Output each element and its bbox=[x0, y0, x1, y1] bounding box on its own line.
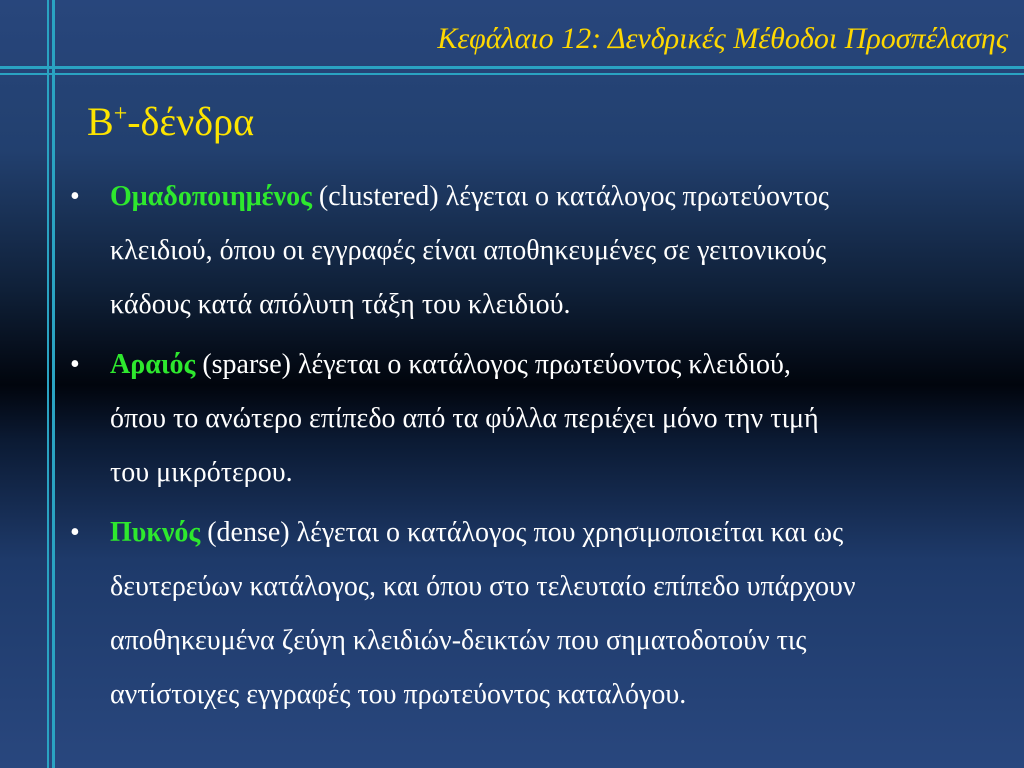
term-sparse: Αραιός bbox=[110, 349, 196, 380]
slide-title-rest: -δένδρα bbox=[127, 99, 255, 144]
bullet-line: κλειδιού, όπου οι εγγραφές είναι αποθηκευμένες σε γειτονικούς bbox=[110, 235, 827, 266]
left-vertical-rule bbox=[47, 0, 49, 768]
bullet-marker: • bbox=[70, 517, 80, 548]
bullet-marker: • bbox=[70, 349, 80, 380]
bullet-line bbox=[110, 338, 1024, 392]
bullet-line: όπου το ανώτερο επίπεδο από τα φύλλα περιέχει μόνο την τιμή bbox=[110, 403, 819, 434]
header-horizontal-rule bbox=[0, 66, 1024, 69]
bullet-marker: • bbox=[70, 181, 80, 212]
bullet-item-dense bbox=[70, 506, 1024, 722]
bullet-line: αντίστοιχες εγγραφές του πρωτεύοντος καταλόγου. bbox=[110, 679, 687, 710]
slide-title-superscript: + bbox=[113, 101, 128, 127]
bullet-line: δευτερεύων κατάλογος, και όπου στο τελευταίο επίπεδο υπάρχουν bbox=[110, 571, 856, 602]
term-clustered: Ομαδοποιημένος bbox=[110, 181, 312, 212]
bullet-text: (clustered) λέγεται ο κατάλογος πρωτεύοντος bbox=[311, 181, 829, 212]
bullet-list bbox=[70, 170, 1024, 722]
term-dense: Πυκνός bbox=[110, 517, 201, 548]
left-vertical-rule-inner bbox=[52, 0, 55, 768]
bullet-item-clustered bbox=[70, 170, 1024, 332]
header-horizontal-rule-lower bbox=[0, 73, 1024, 75]
bullet-line: του μικρότερου. bbox=[110, 457, 293, 488]
bullet-item-sparse bbox=[70, 338, 1024, 500]
slide-title-main: B bbox=[87, 99, 114, 144]
bullet-text: (sparse) λέγεται ο κατάλογος πρωτεύοντος κλειδιού, bbox=[195, 349, 791, 380]
slide-title bbox=[87, 98, 254, 145]
bullet-line bbox=[110, 170, 1024, 224]
bullet-text: (dense) λέγεται ο κατάλογος που χρησιμοποιείται και ως bbox=[200, 517, 844, 548]
chapter-title: Κεφάλαιο 12: Δενδρικές Μέθοδοι Προσπέλασης bbox=[437, 22, 1008, 55]
bullet-line bbox=[110, 506, 1024, 560]
bullet-line: αποθηκευμένα ζεύγη κλειδιών-δεικτών που σηματοδοτούν τις bbox=[110, 625, 807, 656]
bullet-line: κάδους κατά απόλυτη τάξη του κλειδιού. bbox=[110, 289, 571, 320]
